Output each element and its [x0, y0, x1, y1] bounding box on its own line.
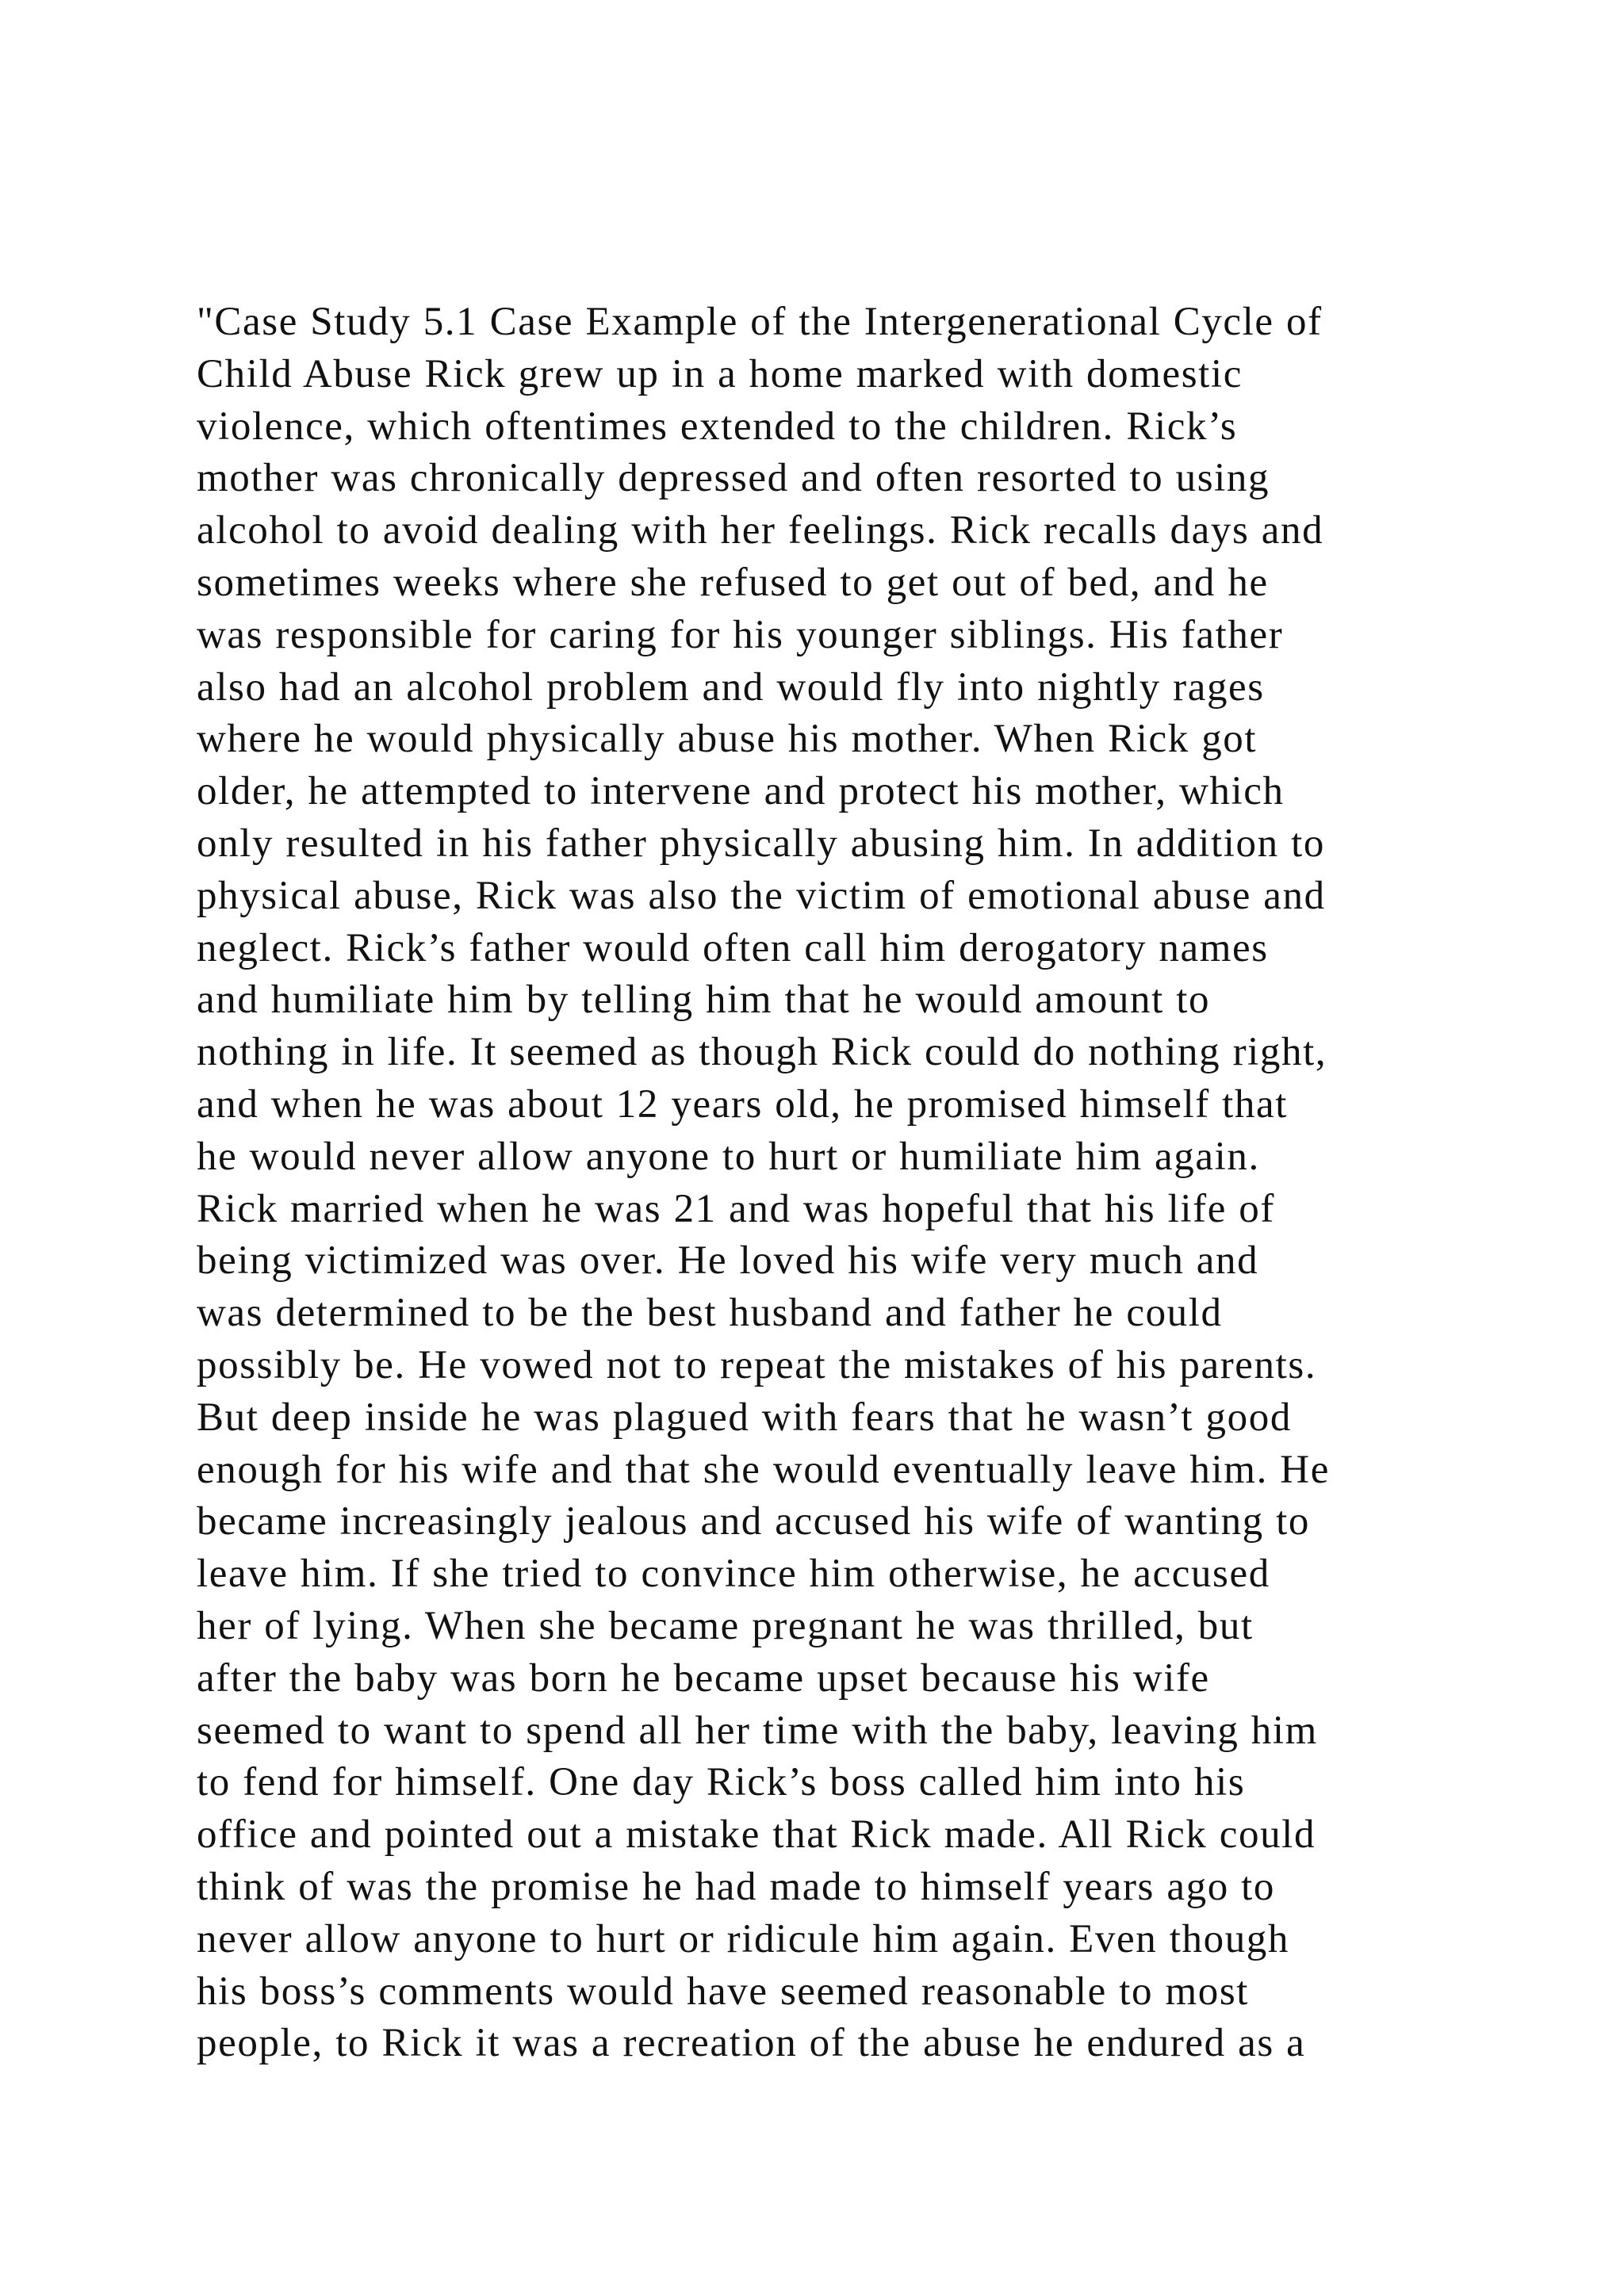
text-line: after the baby was born he became upset because his wife [197, 1655, 1210, 1701]
body-text [197, 297, 1497, 2070]
text-line: violence, which oftentimes extended to the children. Rick’s [197, 404, 1238, 449]
text-line: think of was the promise he had made to himself years ago to [197, 1864, 1276, 1909]
text-line: possibly be. He vowed not to repeat the mistakes of his parents. [197, 1342, 1317, 1387]
text-line: physical abuse, Rick was also the victim of emotional abuse and [197, 873, 1326, 918]
text-line: and when he was about 12 years old, he promised himself that [197, 1081, 1289, 1127]
text-line: his boss’s comments would have seemed reasonable to most [197, 1969, 1250, 2014]
text-line: neglect. Rick’s father would often call him derogatory names [197, 925, 1269, 970]
text-line: Child Abuse Rick grew up in a home marked with domestic [197, 351, 1243, 396]
text-line: office and pointed out a mistake that Rick made. All Rick could [197, 1812, 1316, 1858]
text-line: alcohol to avoid dealing with her feelings. Rick recalls days and [197, 508, 1324, 553]
text-line: also had an alcohol problem and would fly into nightly rages [197, 664, 1265, 710]
text-line: where he would physically abuse his mother. When Rick got [197, 717, 1258, 762]
text-line: and humiliate him by telling him that he would amount to [197, 978, 1211, 1023]
text-line: "Case Study 5.1 Case Example of the Intergenerational Cycle of [197, 300, 1323, 344]
text-line: enough for his wife and that she would eventually leave him. He [197, 1447, 1330, 1492]
text-line: her of lying. When she became pregnant he was thrilled, but [197, 1603, 1254, 1648]
text-line: But deep inside he was plagued with fears that he wasn’t good [197, 1395, 1292, 1440]
text-line: to fend for himself. One day Rick’s boss called him into his [197, 1760, 1246, 1805]
text-line: sometimes weeks where she refused to get out of bed, and he [197, 560, 1269, 605]
text-line: older, he attempted to intervene and protect his mother, which [197, 769, 1285, 814]
text-line: he would never allow anyone to hurt or humiliate him again. [197, 1134, 1260, 1179]
text-line: Rick married when he was 21 and was hopeful that his life of [197, 1186, 1275, 1231]
text-line: never allow anyone to hurt or ridicule him again. Even though [197, 1916, 1289, 1961]
text-line: being victimized was over. He loved his wife very much and [197, 1238, 1259, 1284]
text-line: mother was chronically depressed and often resorted to using [197, 456, 1270, 501]
text-line: seemed to want to spend all her time with the baby, leaving him [197, 1708, 1318, 1753]
text-line: leave him. If she tried to convince him otherwise, he accused [197, 1552, 1270, 1597]
text-line: people, to Rick it was a recreation of the abuse he endured as a [197, 2021, 1306, 2066]
text-line: only resulted in his father physically abusing him. In addition to [197, 821, 1325, 866]
text-line: nothing in life. It seemed as though Rick could do nothing right, [197, 1030, 1327, 1075]
text-line: became increasingly jealous and accused his wife of wanting to [197, 1499, 1310, 1544]
text-line: was determined to be the best husband and father he could [197, 1291, 1223, 1336]
text-line: was responsible for caring for his younger siblings. His father [197, 612, 1284, 657]
